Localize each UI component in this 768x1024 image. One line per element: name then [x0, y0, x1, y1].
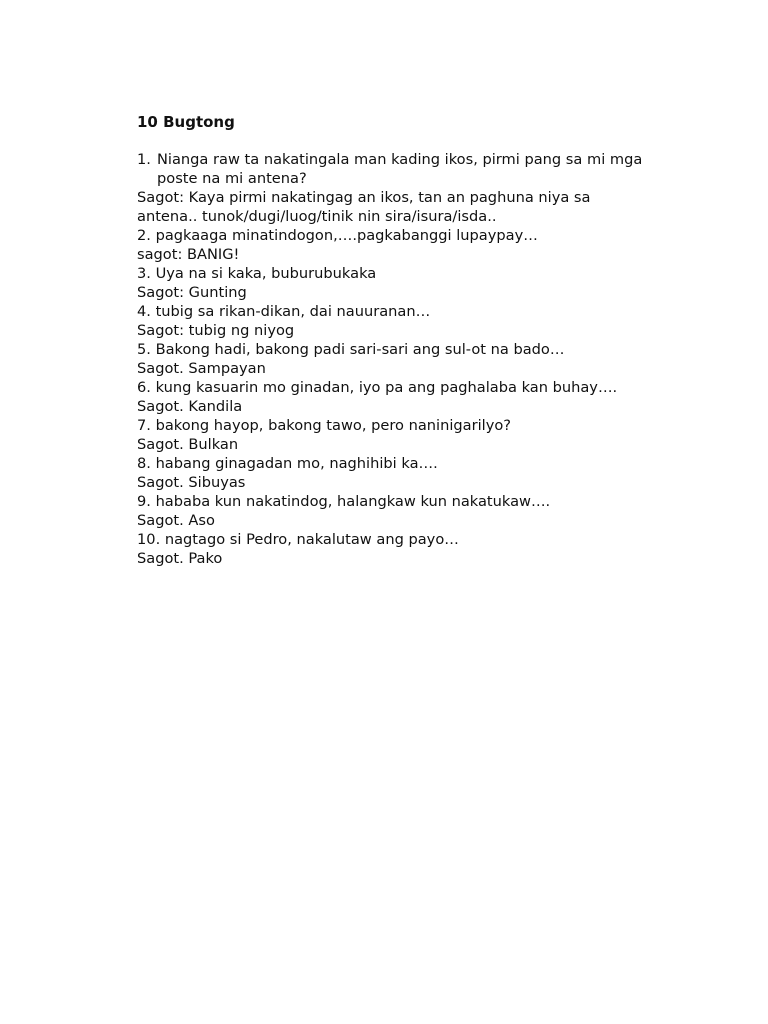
text-line: 4. tubig sa rikan-dikan, dai nauuranan…	[137, 303, 431, 320]
text-line: Sagot. Kandila	[137, 398, 243, 415]
text-line: Sagot: tubig ng niyog	[137, 322, 295, 339]
riddle-item-1	[137, 150, 677, 188]
text-line: Sagot. Bulkan	[137, 436, 239, 453]
riddle-text: Nianga raw ta nakatingala man kading ikos, pirmi pang sa mi mga poste na mi antena?	[157, 151, 643, 187]
text-line: Sagot: Gunting	[137, 284, 247, 301]
text-line: 8. habang ginagadan mo, naghihibi ka….	[137, 455, 438, 472]
text-line: 2. pagkaaga minatindogon,….pagkabanggi lupaypay…	[137, 227, 538, 244]
riddle-number: 1.	[137, 151, 151, 168]
text-line: antena.. tunok/dugi/luog/tinik nin sira/isura/isda..	[137, 208, 497, 225]
riddle-list	[137, 150, 697, 568]
document-body	[137, 112, 697, 568]
text-line: Sagot: Kaya pirmi nakatingag an ikos, tan an paghuna niya sa	[137, 189, 591, 206]
text-line: Sagot. Sampayan	[137, 360, 266, 377]
document-title: 10 Bugtong	[137, 113, 235, 131]
text-line: Sagot. Aso	[137, 512, 215, 529]
text-line: 10. nagtago si Pedro, nakalutaw ang payo…	[137, 531, 459, 548]
text-line: sagot: BANIG!	[137, 246, 240, 263]
text-line: 6. kung kasuarin mo ginadan, iyo pa ang paghalaba kan buhay….	[137, 379, 618, 396]
text-line: Sagot. Pako	[137, 550, 223, 567]
text-line: 5. Bakong hadi, bakong padi sari-sari ang sul-ot na bado…	[137, 341, 565, 358]
text-line: 9. hababa kun nakatindog, halangkaw kun nakatukaw….	[137, 493, 551, 510]
text-line: 3. Uya na si kaka, buburubukaka	[137, 265, 377, 282]
text-line: Sagot. Sibuyas	[137, 474, 246, 491]
text-line: 7. bakong hayop, bakong tawo, pero naninigarilyo?	[137, 417, 512, 434]
